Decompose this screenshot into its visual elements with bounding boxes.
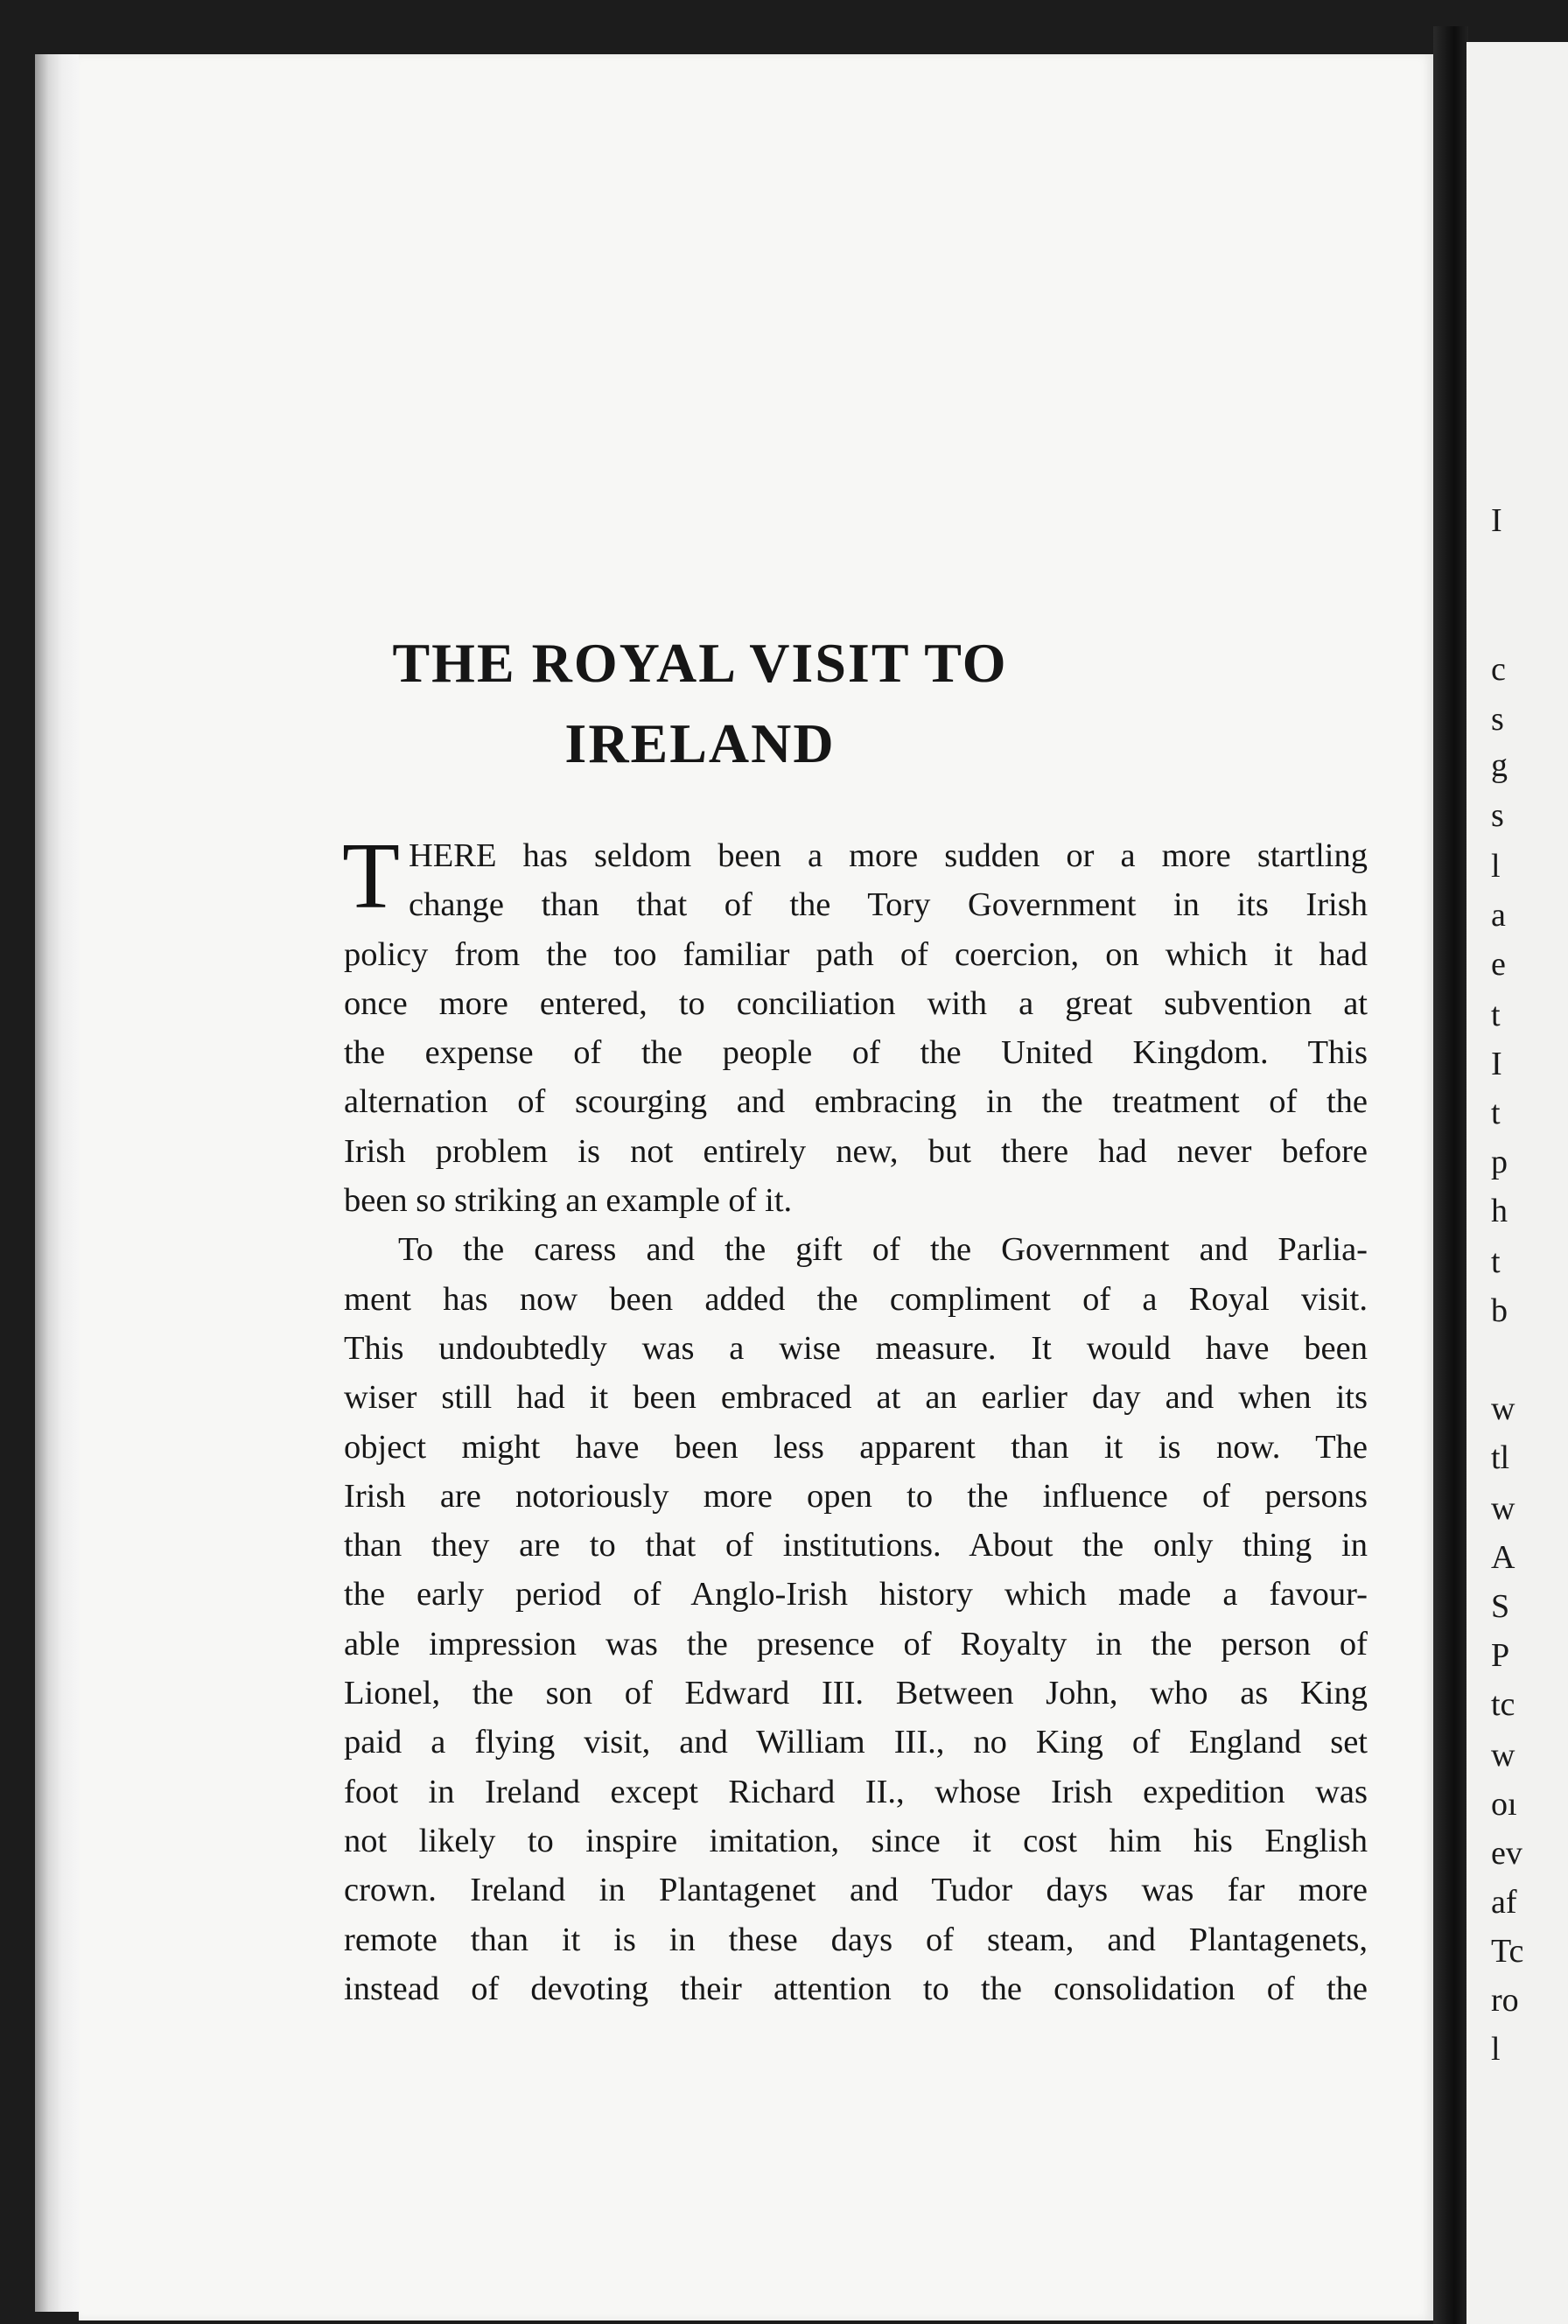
facing-page-letter: g bbox=[1491, 747, 1508, 784]
facing-page-letter: p bbox=[1491, 1144, 1508, 1180]
facing-page-letter: l bbox=[1491, 848, 1501, 885]
text-line: alternation of scourging and embracing in the treatment of the bbox=[344, 1083, 1368, 1121]
facing-page-fragment bbox=[1466, 42, 1568, 2324]
drop-cap: T bbox=[342, 824, 400, 928]
facing-page-letter: t bbox=[1491, 1243, 1501, 1280]
facing-page-letter: af bbox=[1491, 1884, 1517, 1921]
text-line: policy from the too familiar path of coercion, on which it had bbox=[344, 935, 1368, 973]
chapter-title bbox=[262, 623, 1138, 784]
facing-page-letter: s bbox=[1491, 797, 1504, 834]
text-line: This undoubtedly was a wise measure. It would have been bbox=[344, 1329, 1368, 1367]
text-line: the early period of Anglo-Irish history which made a favour- bbox=[344, 1576, 1368, 1614]
text-line: To the caress and the gift of the Government and Parlia- bbox=[398, 1231, 1368, 1269]
facing-page-letter: I bbox=[1491, 1046, 1502, 1082]
text-line: instead of devoting their attention to the consolidation of the bbox=[344, 1970, 1368, 2007]
facing-page-letter: tl bbox=[1491, 1439, 1510, 1476]
facing-page-letter: c bbox=[1491, 651, 1506, 688]
text-line: Irish are notoriously more open to the influence of persons bbox=[344, 1477, 1368, 1515]
paragraph-1 bbox=[342, 824, 1368, 1225]
text-line: wiser still had it been embraced at an earlier day and when its bbox=[344, 1379, 1368, 1417]
facing-page-letter: Tc bbox=[1491, 1933, 1524, 1970]
facing-page-letter: P bbox=[1491, 1637, 1510, 1674]
facing-page-letter: S bbox=[1491, 1588, 1510, 1625]
facing-page-letter: s bbox=[1491, 701, 1504, 738]
text-line: not likely to inspire imitation, since it cost him his English bbox=[344, 1822, 1368, 1859]
book-gutter bbox=[1433, 26, 1468, 2324]
text-line: HERE has seldom been a more sudden or a more startling bbox=[408, 837, 1368, 874]
page-stack-edge bbox=[35, 54, 80, 2312]
paragraph-2 bbox=[344, 1225, 1368, 2013]
text-line: once more entered, to conciliation with a great subvention at bbox=[344, 984, 1368, 1022]
text-line: Irish problem is not entirely new, but there had never before bbox=[344, 1132, 1368, 1170]
chapter-title-line-1: THE ROYAL VISIT TO bbox=[392, 632, 1008, 694]
text-line: foot in Ireland except Richard II., whose Irish expedition was bbox=[344, 1773, 1368, 1810]
facing-page-letter: tc bbox=[1491, 1686, 1516, 1723]
facing-page-letter: t bbox=[1491, 1095, 1501, 1131]
facing-page-letter: A bbox=[1491, 1539, 1516, 1576]
facing-page-letter: w bbox=[1491, 1390, 1516, 1427]
text-line: than they are to that of institutions. About the only thing in bbox=[344, 1527, 1368, 1564]
text-line: been so striking an example of it. bbox=[344, 1182, 793, 1220]
body-text bbox=[342, 824, 1368, 2013]
text-line: ment has now been added the compliment of a Royal visit. bbox=[344, 1280, 1368, 1318]
text-line: Lionel, the son of Edward III. Between John, who as King bbox=[344, 1675, 1368, 1712]
facing-page-letter: w bbox=[1491, 1737, 1516, 1774]
facing-page-letter: ro bbox=[1491, 1982, 1519, 2019]
text-line: crown. Ireland in Plantagenet and Tudor days was far more bbox=[344, 1872, 1368, 1909]
text-line: remote than it is in these days of steam, and Plantagenets, bbox=[344, 1921, 1368, 1958]
facing-page-letter: a bbox=[1491, 897, 1506, 934]
text-line: able impression was the presence of Royalty in the person of bbox=[344, 1625, 1368, 1662]
facing-page-letter: h bbox=[1491, 1193, 1508, 1229]
text-line: the expense of the people of the United Kingdom. This bbox=[344, 1034, 1368, 1072]
facing-page-letter: oı bbox=[1491, 1786, 1517, 1823]
facing-page-letter: I bbox=[1491, 502, 1502, 539]
facing-page-letter: w bbox=[1491, 1490, 1516, 1527]
facing-page-letter: l bbox=[1491, 2031, 1501, 2068]
facing-page-letter: t bbox=[1491, 997, 1501, 1033]
facing-page-letter: b bbox=[1491, 1292, 1508, 1329]
chapter-title-line-2: IRELAND bbox=[564, 712, 836, 774]
text-line: paid a flying visit, and William III., no King of England set bbox=[344, 1724, 1368, 1761]
facing-page-letter: ev bbox=[1491, 1835, 1522, 1872]
facing-page-letter: e bbox=[1491, 946, 1506, 983]
text-line: object might have been less apparent than it is now. The bbox=[344, 1428, 1368, 1466]
text-line: change than that of the Tory Government in its Irish bbox=[408, 886, 1368, 924]
